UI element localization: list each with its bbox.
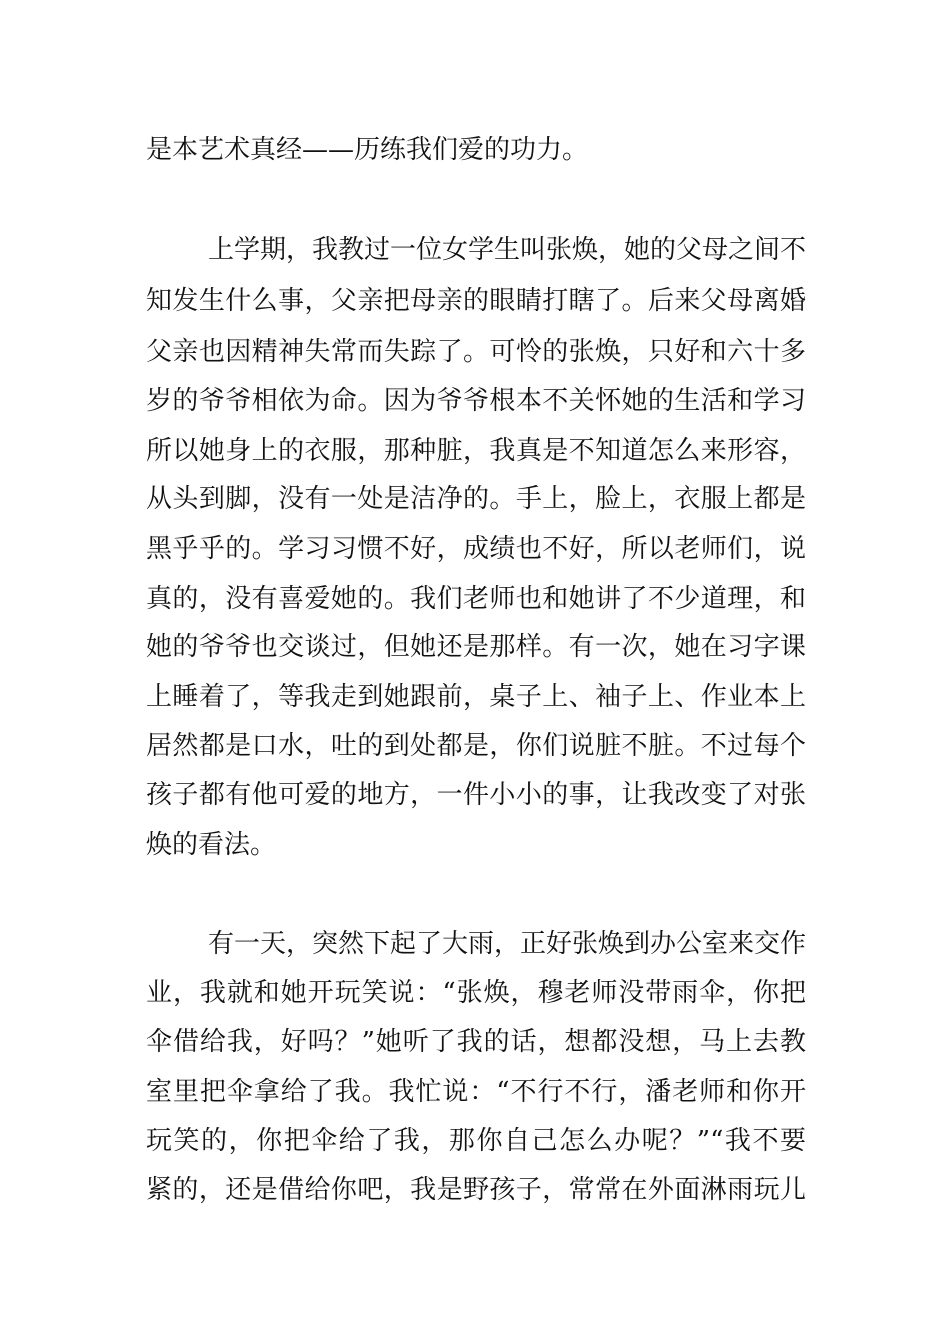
text-line: 父亲也因精神失常而失踪了。可怜的张焕，只好和六十多 <box>146 337 806 367</box>
text-line: 她的爷爷也交谈过，但她还是那样。有一次，她在习字课 <box>146 632 806 662</box>
text-line: 有一天，突然下起了大雨，正好张焕到办公室来交作 <box>208 929 807 959</box>
text-line: 居然都是口水，吐的到处都是，你们说脏不脏。不过每个 <box>146 731 806 761</box>
text-line: 所以她身上的衣服，那种脏，我真是不知道怎么来形容， <box>146 436 806 466</box>
text-line: 上学期，我教过一位女学生叫张焕，她的父母之间不 <box>208 235 807 265</box>
text-line: 室里把伞拿给了我。我忙说：“不行不行，潘老师和你开 <box>146 1077 806 1107</box>
text-line: 从头到脚，没有一处是洁净的。手上，脸上，衣服上都是 <box>146 484 806 514</box>
text-line: 岁的爷爷相依为命。因为爷爷根本不关怀她的生活和学习 <box>146 386 806 416</box>
text-line: 是本艺术真经——历练我们爱的功力。 <box>146 135 589 165</box>
text-line: 黑乎乎的。学习习惯不好，成绩也不好，所以老师们，说 <box>146 534 806 564</box>
text-line: 伞借给我，好吗？”她听了我的话，想都没想，马上去教 <box>146 1027 806 1057</box>
text-line: 紧的，还是借给你吧，我是野孩子，常常在外面淋雨玩儿 <box>146 1175 806 1205</box>
text-line: 真的，没有喜爱她的。我们老师也和她讲了不少道理，和 <box>146 584 806 614</box>
text-line: 玩笑的，你把伞给了我，那你自己怎么办呢？”“我不要 <box>146 1126 806 1156</box>
text-line: 知发生什么事，父亲把母亲的眼睛打瞎了。后来父母离婚 <box>146 286 806 316</box>
text-line: 孩子都有他可爱的地方，一件小小的事，让我改变了对张 <box>146 780 806 810</box>
text-line: 焕的看法。 <box>146 830 277 860</box>
text-line: 业，我就和她开玩笑说：“张焕，穆老师没带雨伞，你把 <box>146 978 806 1008</box>
text-line: 上睡着了，等我走到她跟前，桌子上、袖子上、作业本上 <box>146 682 806 712</box>
